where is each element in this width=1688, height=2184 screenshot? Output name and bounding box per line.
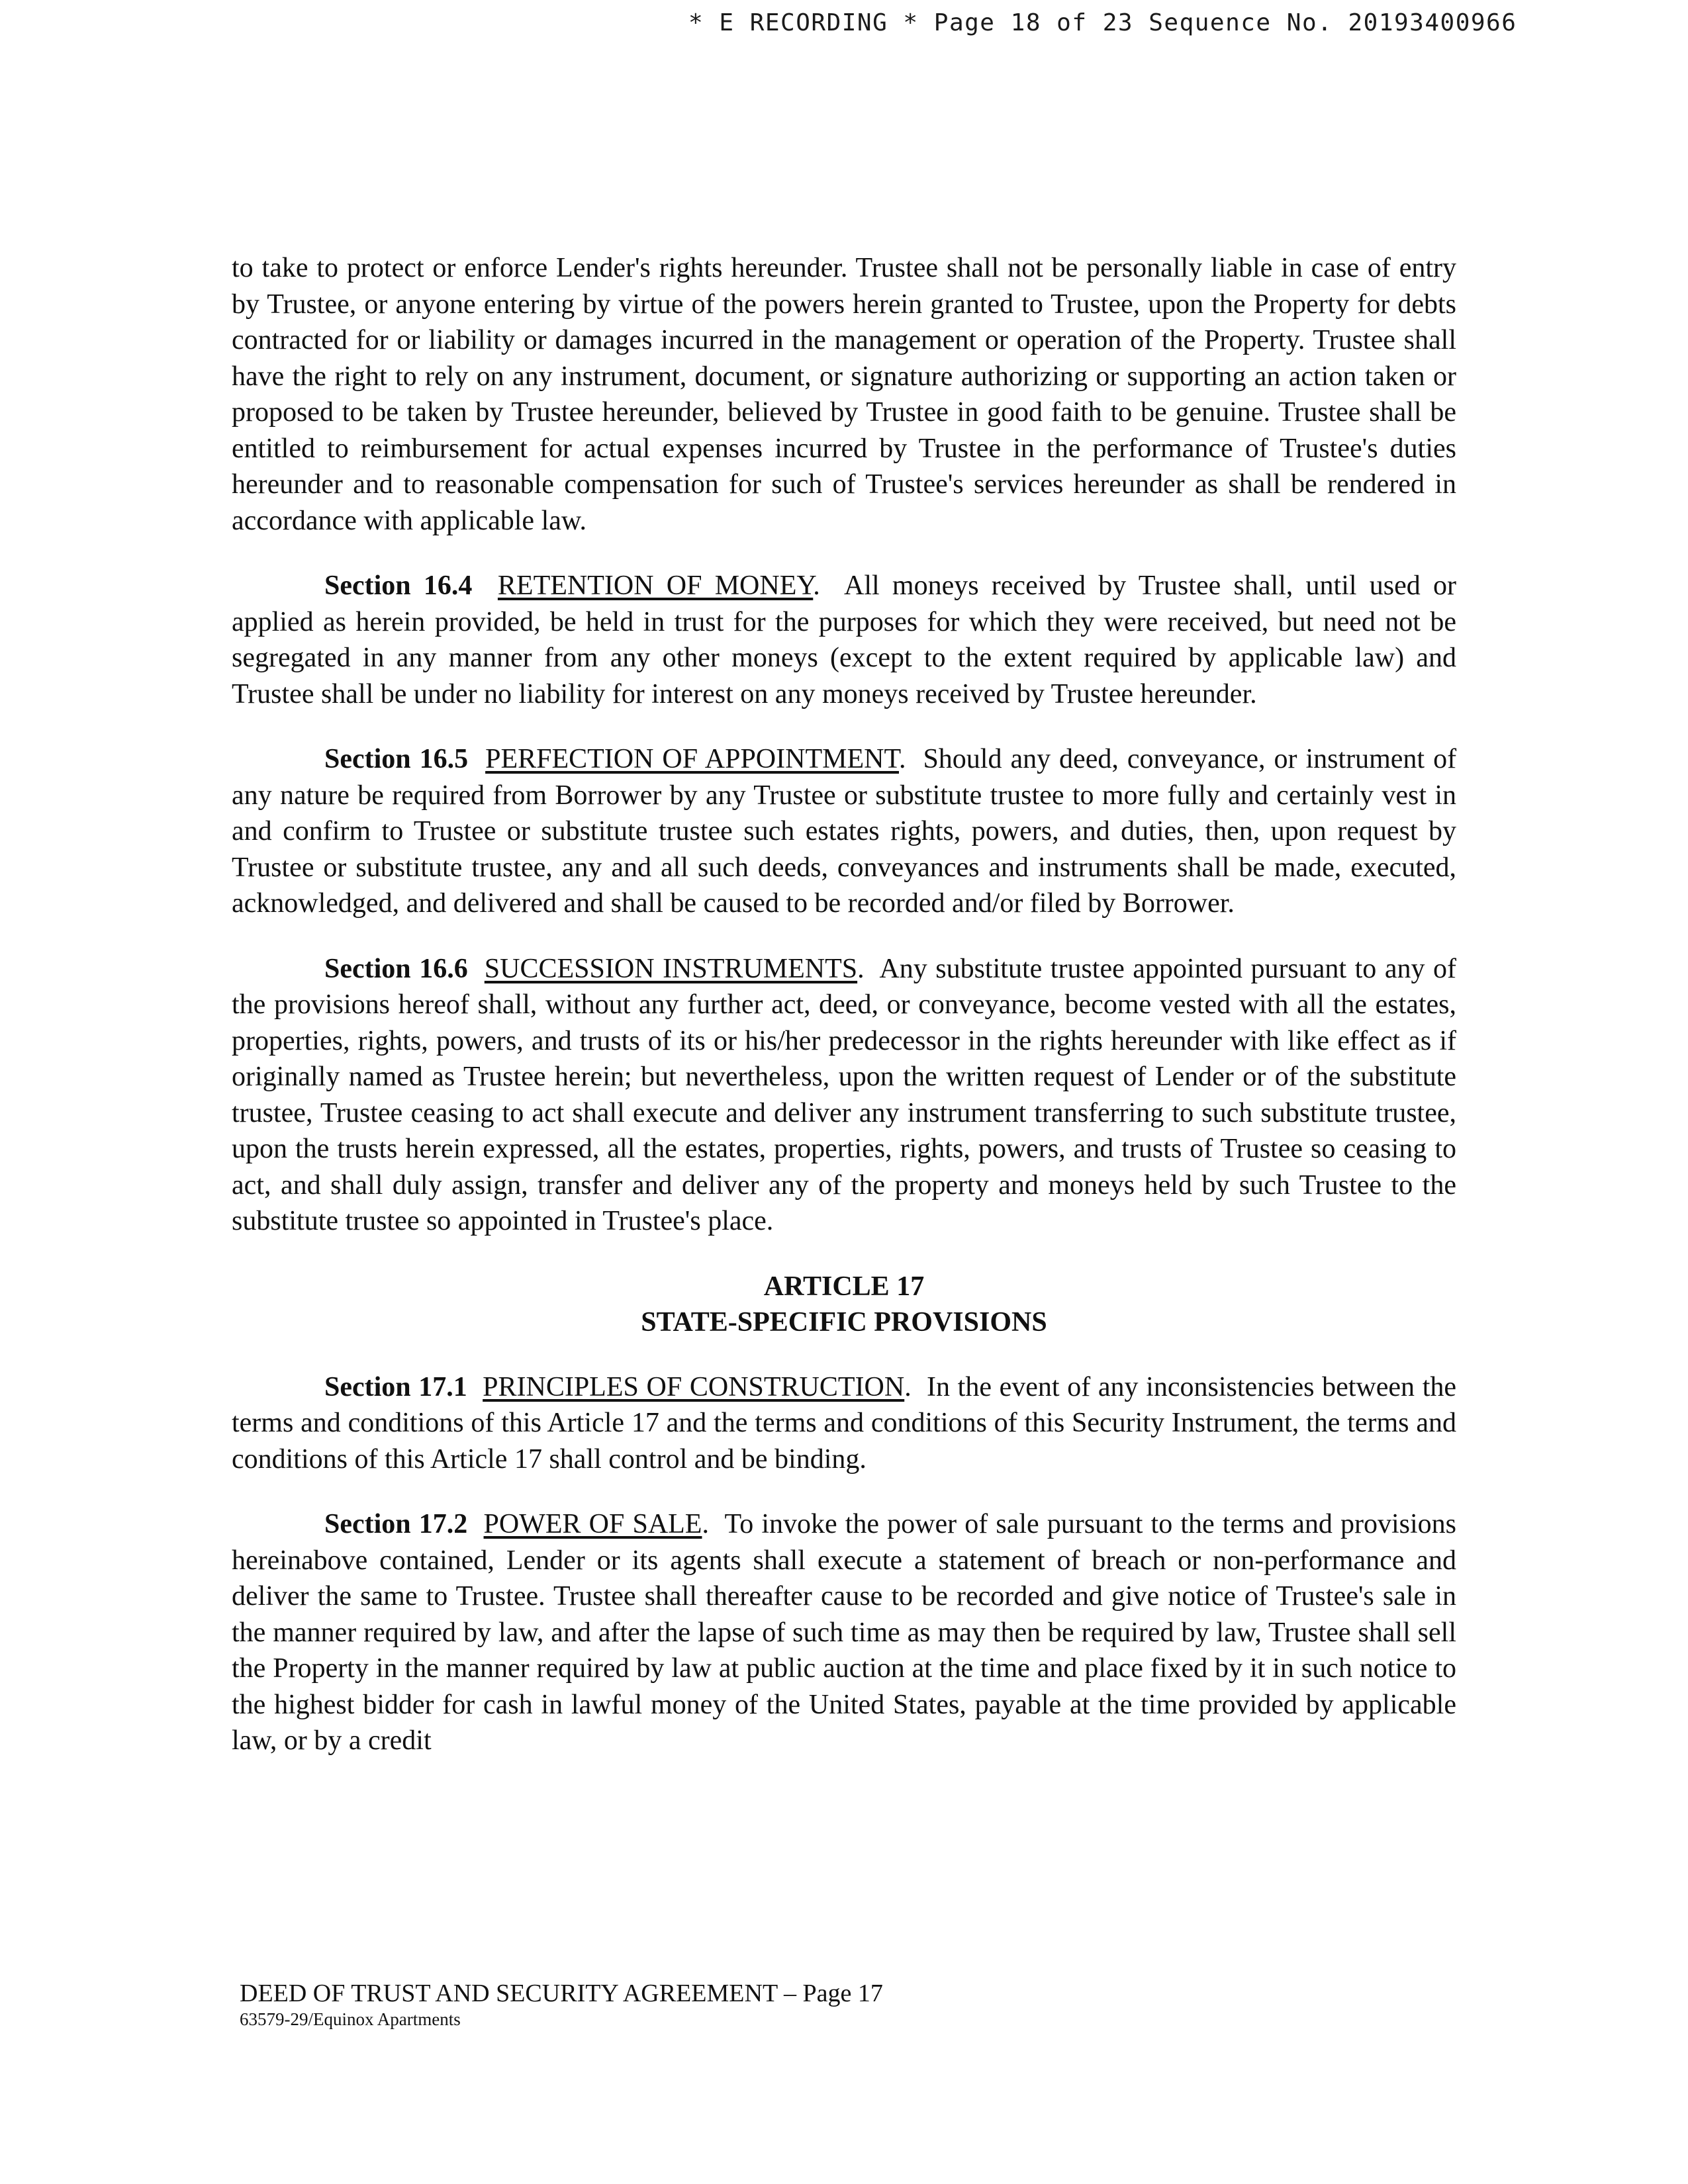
article-title: STATE-SPECIFIC PROVISIONS bbox=[641, 1306, 1047, 1338]
recording-stamp: * E RECORDING * Page 18 of 23 Sequence No. 20193400966 bbox=[688, 9, 1517, 36]
section-16-6: Section 16.6 SUCCESSION INSTRUMENTS. Any substitute trustee appointed pursuant to any of the provisions hereof shall, without any further act, deed, or conveyance, become vested with all the estates, properties, rights, powers, and trusts of its or his/her predecessor in the rights hereunder with like effect as if originally named as Trustee herein; but nevertheless, upon the written request of Lender or of the substitute trustee, Trustee ceasing to act shall execute and deliver any instrument transferring to such substitute trustee, upon the trusts herein expressed, all the estates, properties, rights, powers, and trusts of Trustee so ceasing to act, and shall duly assign, transfer and deliver any of the property and moneys held by such Trustee to the substitute trustee so appointed in Trustee's place. bbox=[232, 953, 1457, 1236]
section-title: PERFECTION OF APPOINTMENT bbox=[485, 744, 899, 774]
continuation-paragraph: to take to protect or enforce Lender's rights hereunder. Trustee shall not be personally liable in case of entry by Trustee, or anyone entering by virtue of the powers herein granted to Trustee, upon the Property for debts contracted for or liability or damages incurred in the management or operation of the Property. Trustee shall have the right to rely on any instrument, document, or signature authorizing or supporting an action taken or proposed to be taken by Trustee hereunder, believed by Trustee in good faith to be genuine. Trustee shall be entitled to reimbursement for actual expenses incurred by Trustee in the performance of Trustee's duties hereunder and to reasonable compensation for such of Trustee's services hereunder as shall be rendered in accordance with applicable law. bbox=[232, 253, 1456, 536]
footer-document-title: DEED OF TRUST AND SECURITY AGREEMENT – Page 17 bbox=[240, 1979, 883, 2007]
section-text: Any substitute trustee appointed pursuant to any of the provisions hereof shall, without any further act, deed, or conveyance, become vested with all the estates, properties, rights, powers, and trusts of its or his/her predecessor in the rights hereunder with like effect as if originally named as Trustee herein; but nevertheless, upon the written request of Lender or of the substitute trustee, Trustee ceasing to act shall execute and deliver any instrument transferring to such substitute trustee, upon the trusts herein expressed, all the estates, properties, rights, powers, and trusts of Trustee so ceasing to act, and shall duly assign, transfer and deliver any of the property and moneys held by such Trustee to the substitute trustee so appointed in Trustee's place. bbox=[232, 953, 1457, 1236]
section-number: Section 17.1 bbox=[324, 1371, 467, 1402]
document-body bbox=[232, 250, 1456, 1788]
section-title: PRINCIPLES OF CONSTRUCTION bbox=[483, 1371, 905, 1402]
section-text: To invoke the power of sale pursuant to the terms and provisions hereinabove contained, Lender or its agents shall execute a statement of breach or non-performance and deliver the same to Trustee. Trustee shall thereafter cause to be recorded and give notice of Trustee's sale in the manner required by law, and after the lapse of such time as may then be required by law, Trustee shall sell the Property in the manner required by law at public auction at the time and place fixed by it in such notice to the highest bidder for cash in lawful money of the United States, payable at the time provided by applicable law, or by a credit bbox=[232, 1509, 1456, 1756]
article-heading bbox=[232, 1269, 1456, 1340]
section-number: Section 16.5 bbox=[324, 744, 469, 774]
section-text: All moneys received by Trustee shall, until used or applied as herein provided, be held in trust for the purposes for which they were received, but need not be segregated in any manner from any other moneys (except to the extent required by applicable law) and Trustee shall be under no liability for interest on any moneys received by Trustee hereunder. bbox=[232, 570, 1457, 709]
section-number: Section 17.2 bbox=[324, 1509, 468, 1539]
section-text: In the event of any inconsistencies between the terms and conditions of this Article 17 and the terms and conditions of this Security Instrument, the terms and conditions of this Article 17 shall control and be binding. bbox=[232, 1371, 1456, 1475]
section-17-1: Section 17.1 PRINCIPLES OF CONSTRUCTION. In the event of any inconsistencies between the terms and conditions of this Article 17 and the terms and conditions of this Security Instrument, the terms and conditions of this Article 17 shall control and be binding. bbox=[232, 1371, 1456, 1475]
section-text: Should any deed, conveyance, or instrument of any nature be required from Borrower by any Trustee or substitute trustee to more fully and certainly vest in and confirm to Trustee or substitute trustee such estates rights, powers, and duties, then, upon request by Trustee or substitute trustee, any and all such deeds, conveyances and instruments shall be made, executed, acknowledged, and delivered and shall be caused to be recorded and/or filed by Borrower. bbox=[232, 744, 1457, 919]
section-number: Section 16.4 bbox=[324, 570, 473, 601]
section-title: SUCCESSION INSTRUMENTS bbox=[484, 953, 858, 984]
footer-file-reference: 63579-29/Equinox Apartments bbox=[240, 2009, 461, 2029]
page-footer bbox=[240, 1979, 883, 2030]
section-number: Section 16.6 bbox=[324, 953, 468, 984]
section-16-5: Section 16.5 PERFECTION OF APPOINTMENT. Should any deed, conveyance, or instrument of any nature be required from Borrower by any Trustee or substitute trustee to more fully and certainly vest in and confirm to Trustee or substitute trustee such estates rights, powers, and duties, then, upon request by Trustee or substitute trustee, any and all such deeds, conveyances and instruments shall be made, executed, acknowledged, and delivered and shall be caused to be recorded and/or filed by Borrower. bbox=[232, 744, 1457, 919]
article-number: ARTICLE 17 bbox=[763, 1271, 925, 1302]
section-title: RETENTION OF MONEY bbox=[497, 570, 814, 601]
section-16-4: Section 16.4 RETENTION OF MONEY. All moneys received by Trustee shall, until used or applied as herein provided, be held in trust for the purposes for which they were received, but need not be segregated in any manner from any other moneys (except to the extent required by applicable law) and Trustee shall be under no liability for interest on any moneys received by Trustee hereunder. bbox=[232, 570, 1457, 709]
section-title: POWER OF SALE bbox=[483, 1509, 702, 1539]
section-17-2: Section 17.2 POWER OF SALE. To invoke the power of sale pursuant to the terms and provisions hereinabove contained, Lender or its agents shall execute a statement of breach or non-performance and deliver the same to Trustee. Trustee shall thereafter cause to be recorded and give notice of Trustee's sale in the manner required by law, and after the lapse of such time as may then be required by law, Trustee shall sell the Property in the manner required by law at public auction at the time and place fixed by it in such notice to the highest bidder for cash in lawful money of the United States, payable at the time provided by applicable law, or by a credit bbox=[232, 1509, 1456, 1756]
